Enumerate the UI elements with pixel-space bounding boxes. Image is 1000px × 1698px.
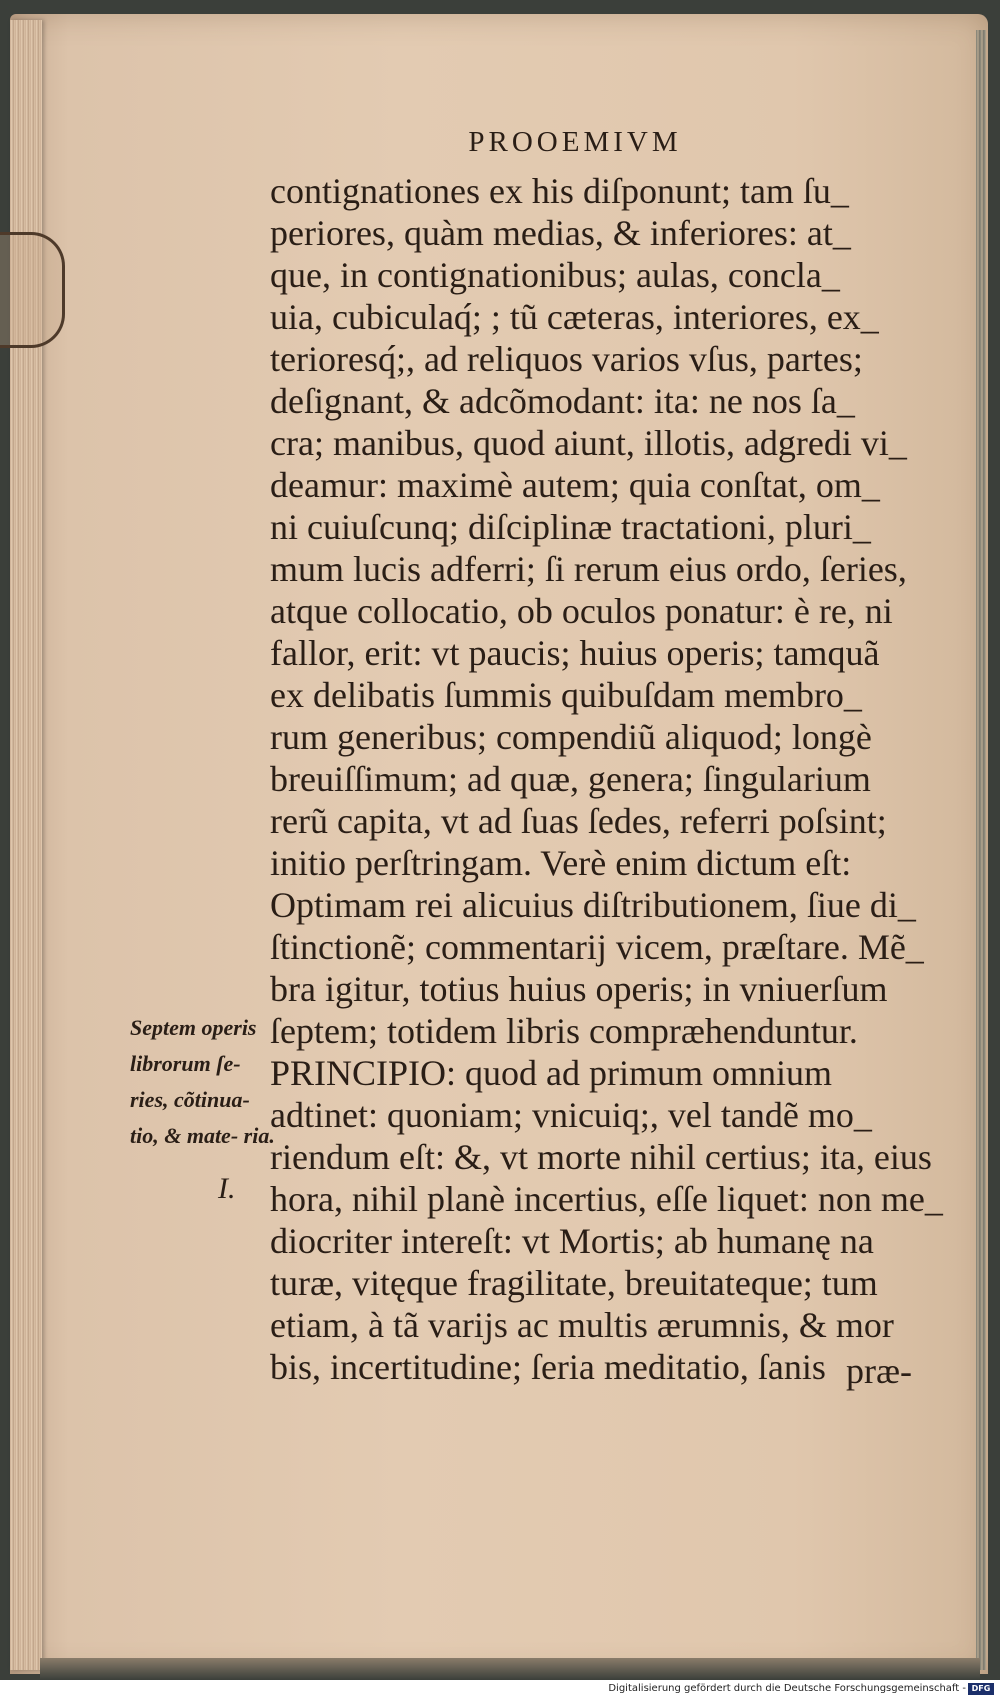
footer-credit: Digitalisierung gefördert durch die Deutsche Forschungsgemeinschaft - (608, 1683, 966, 1694)
text-line: turæ, vitęque fragilitate, breuitateque; tum (270, 1263, 878, 1303)
text-line: breuiſſimum; ad quæ, genera; ſingularium (270, 759, 871, 799)
dfg-logo-icon: DFG (968, 1683, 994, 1695)
text-line: bra igitur, totius huius operis; in vniuerſum (270, 969, 888, 1009)
marginal-numeral: I. (218, 1172, 236, 1205)
text-line: adtinet: quoniam; vnicuiq;, vel tandẽ mo_ (270, 1095, 872, 1135)
text-line: uia, cubiculaq́; ; tũ cæteras, interiores, ex_ (270, 297, 879, 337)
page-bottom-shadow (40, 1658, 980, 1680)
text-line: PRINCIPIO: quod ad primum omnium (270, 1053, 833, 1093)
text-line: ni cuiuſcunq; diſciplinæ tractationi, pluri_ (270, 507, 871, 547)
text-line: ſeptem; totidem libris compræhenduntur. (270, 1011, 858, 1051)
text-line: diocriter intereſt: vt Mortis; ab humanę na (270, 1221, 874, 1261)
text-line: hora, nihil planè incertius, eſſe liquet: non me_ (270, 1179, 943, 1219)
text-line: terioresq́;, ad reliquos varios vſus, partes; (270, 339, 863, 379)
text-line: etiam, à tã varijs ac multis ærumnis, & mor (270, 1305, 894, 1345)
text-line: rerũ capita, vt ad ſuas ſedes, referri poſsint; (270, 801, 887, 841)
text-line: contignationes ex his diſponunt; tam ſu_ (270, 171, 849, 211)
text-line: riendum eſt: &, vt morte nihil certius; ita, eius (270, 1137, 932, 1177)
text-line: initio perſtringam. Verè enim dictum eſt: (270, 843, 852, 883)
text-line: ex delibatis ſummis quibuſdam membro_ (270, 675, 862, 715)
text-line: atque collocatio, ob oculos ponatur: è re, ni (270, 591, 893, 631)
page-edges-right (976, 30, 986, 1670)
text-line: bis, incertitudine; ſeria meditatio, ſanis (270, 1347, 826, 1387)
text-line: deamur: maximè autem; quia conſtat, om_ (270, 465, 880, 505)
catchword: præ- (846, 1351, 912, 1391)
marginal-note: Septem operis librorum ſe- ries, cõtinua- tio, & mate- ria. (130, 1015, 275, 1148)
bookmark-ribbon (0, 232, 65, 348)
text-line: mum lucis adferri; ſi rerum eius ordo, ſeries, (270, 549, 907, 589)
text-line: ſtinctionẽ; commentarij vicem, præſtare. Mẽ_ (270, 927, 924, 967)
text-line: rum generibus; compendiũ aliquod; longè (270, 717, 872, 757)
text-line: deſignant, & adcõmodant: ita: ne nos ſa_ (270, 381, 855, 421)
text-line: que, in contignationibus; aulas, concla_ (270, 255, 840, 295)
running-header: PROOEMIVM (468, 126, 682, 158)
footer-bar (0, 1680, 1000, 1698)
text-line: cra; manibus, quod aiunt, illotis, adgredi vi_ (270, 423, 907, 463)
text-line: periores, quàm medias, & inferiores: at_ (270, 213, 851, 253)
text-line: fallor, erit: vt paucis; huius operis; tamquã (270, 633, 880, 673)
text-line: Optimam rei alicuius diſtributionem, ſiue di_ (270, 885, 916, 925)
